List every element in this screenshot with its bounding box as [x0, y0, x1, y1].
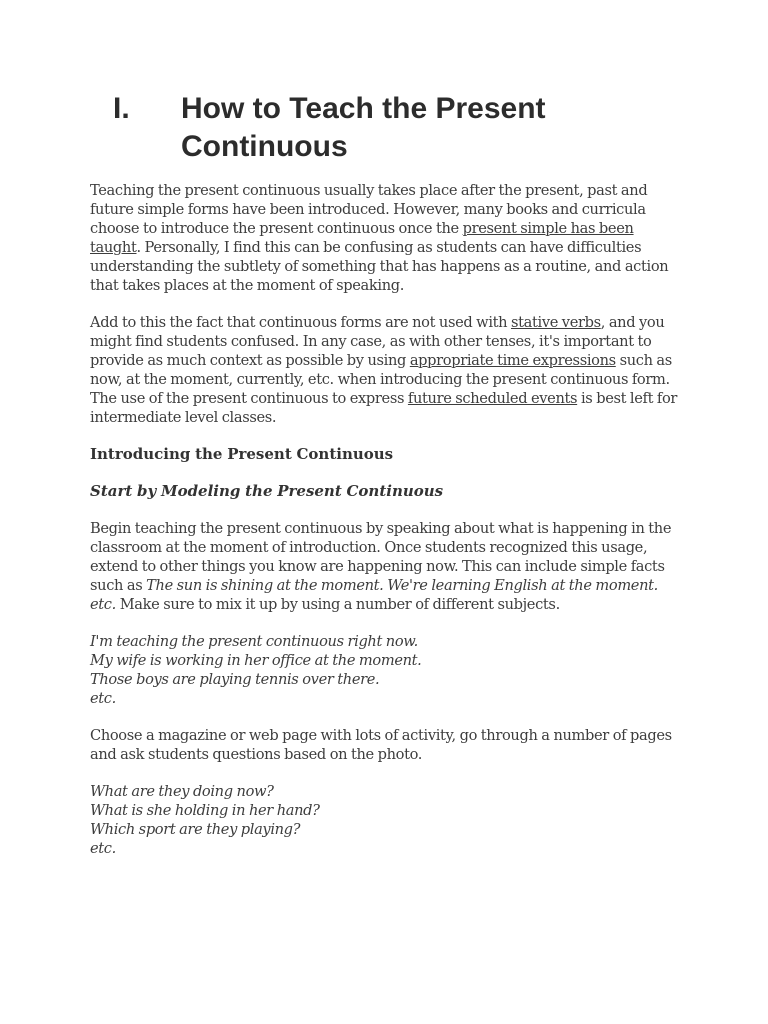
- example-list-statements: [90, 632, 682, 708]
- example-inline: The sun is shining at the moment. We're learning English at the moment. etc.: [90, 577, 658, 613]
- example-line: Which sport are they playing?: [90, 821, 301, 838]
- section-title: How to Teach the Present Continuous: [181, 92, 546, 163]
- example-line: What is she holding in her hand?: [90, 802, 320, 819]
- article-body: [90, 181, 682, 876]
- link-time-expressions[interactable]: appropriate time expressions: [409, 352, 616, 369]
- example-line: Those boys are playing tennis over there.: [90, 671, 380, 688]
- paragraph-text: . Personally, I find this can be confusing as students can have difficulties understanding the subtlety of something that has happens as a routine, and action that takes places at the moment of speaking.: [90, 239, 669, 294]
- link-future-scheduled-events[interactable]: future scheduled events: [407, 390, 578, 407]
- link-stative-verbs[interactable]: stative verbs: [511, 314, 601, 331]
- paragraph-text: Make sure to mix it up by using a number of different subjects.: [115, 596, 560, 613]
- paragraph-magazine: Choose a magazine or web page with lots of activity, go through a number of pages and ask students questions based on the photo.: [90, 727, 672, 763]
- example-line: etc.: [90, 840, 116, 857]
- example-list-questions: [90, 782, 682, 858]
- example-line: etc.: [90, 690, 116, 707]
- paragraph-intro: [90, 181, 682, 295]
- paragraph-stative: [90, 313, 682, 427]
- example-line: I'm teaching the present continuous right now.: [90, 633, 418, 650]
- paragraph-text: , and you might find students confused. In any case, as with other tenses, it's important to provide as much context as possible by using: [90, 314, 665, 369]
- paragraph-modeling: [90, 519, 682, 614]
- subheading-modeling: Start by Modeling the Present Continuous: [90, 482, 444, 500]
- link-present-simple[interactable]: present simple has been taught: [90, 220, 634, 256]
- subheading-introducing: Introducing the Present Continuous: [90, 445, 394, 463]
- paragraph-text: Add to this the fact that continuous forms are not used with: [90, 314, 511, 331]
- example-line: What are they doing now?: [90, 783, 274, 800]
- paragraph-text: is best left for intermediate level classes.: [90, 390, 678, 426]
- section-number: I.: [113, 92, 130, 125]
- paragraph-text: Begin teaching the present continuous by speaking about what is happening in the classroom at the moment of introduction. Once students recognized this usage, extend to other things you know are happening now. This can include simple facts such as: [90, 520, 672, 594]
- paragraph-text: such as now, at the moment, currently, etc. when introducing the present continuous form. The use of the present continuous to express: [90, 352, 672, 407]
- paragraph-text: Teaching the present continuous usually takes place after the present, past and future simple forms have been introduced. However, many books and curricula choose to introduce the present continuous once the: [90, 182, 648, 237]
- example-line: My wife is working in her office at the moment.: [90, 652, 422, 669]
